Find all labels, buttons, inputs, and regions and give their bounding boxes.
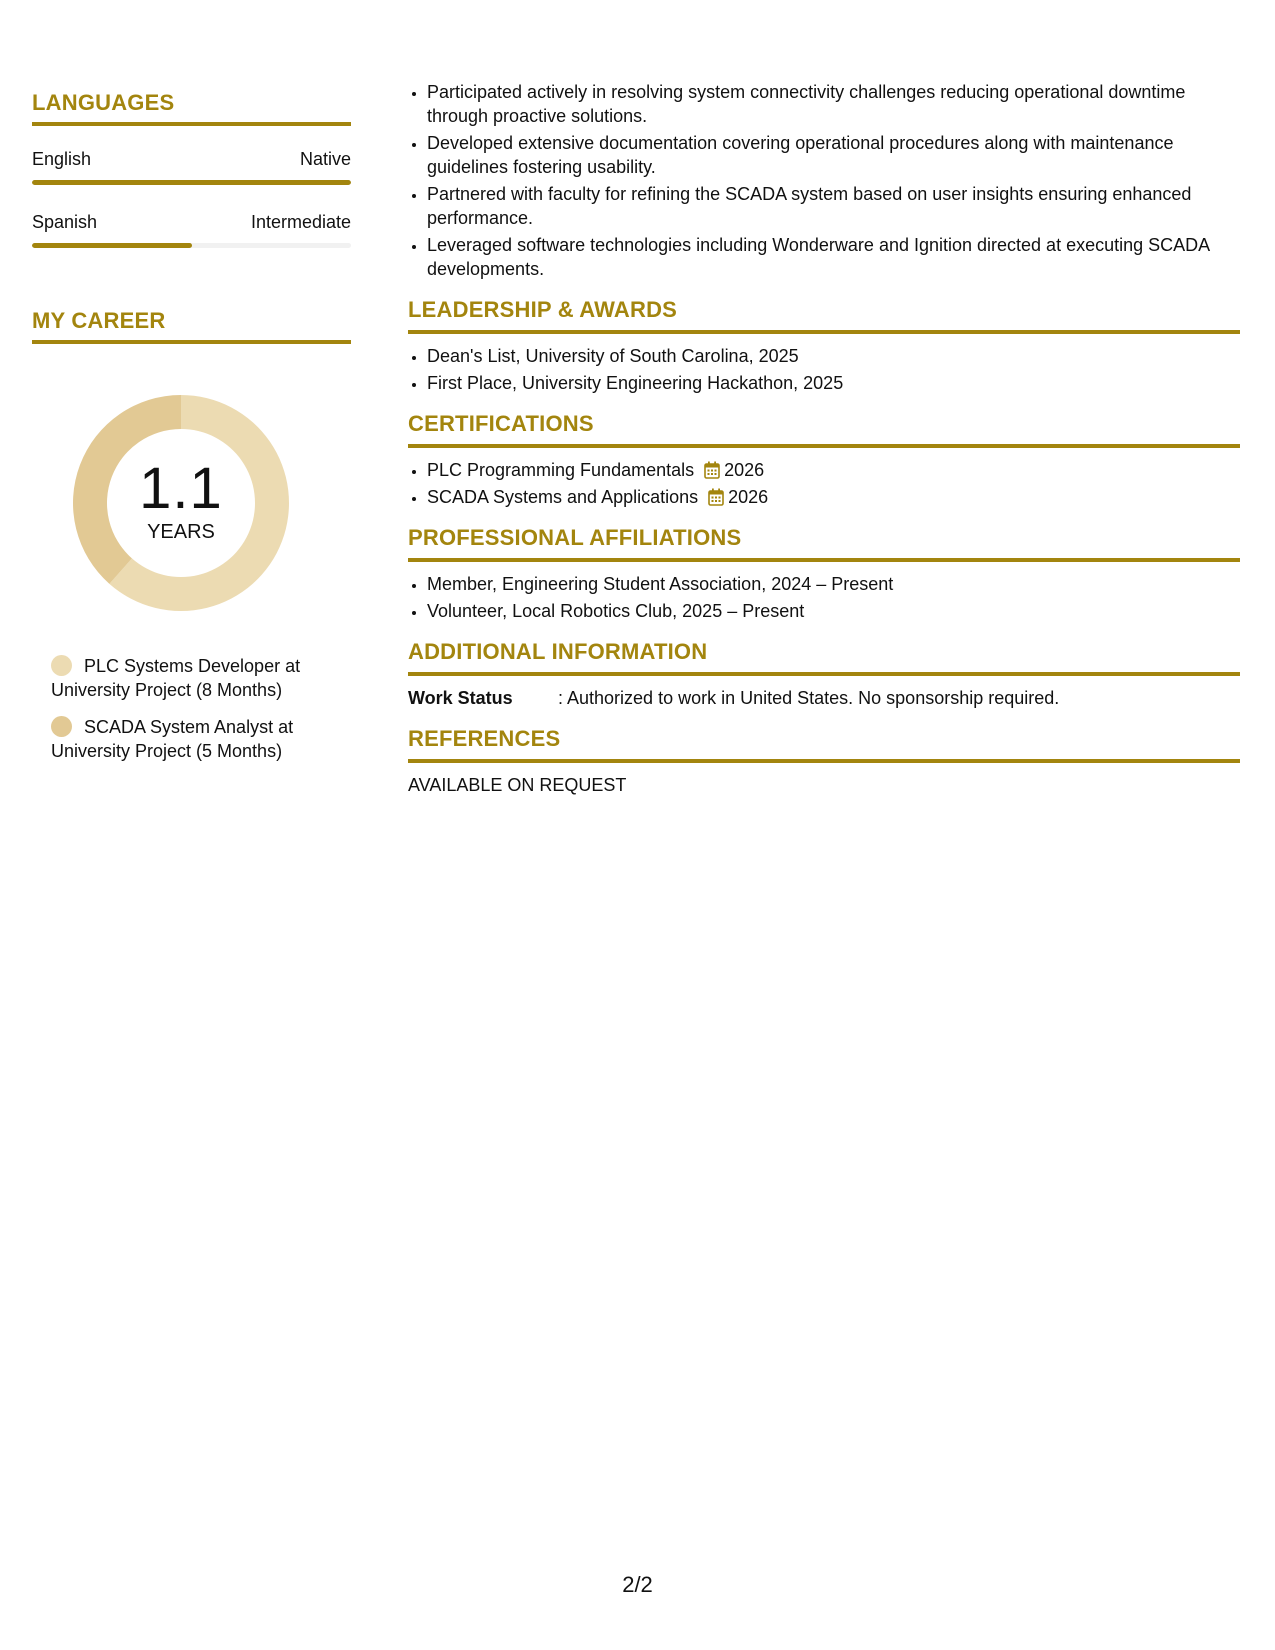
language-row xyxy=(32,211,351,233)
career-section xyxy=(32,308,351,763)
legend-dot-icon xyxy=(51,716,72,737)
experience-bullet: • Developed extensive documentation covering operational procedures along with maintenance guidelines fostering usability. xyxy=(427,131,1240,179)
language-row xyxy=(32,148,351,170)
language-name: English xyxy=(32,149,92,169)
certification-item xyxy=(427,485,1240,509)
career-legend-item xyxy=(51,654,321,702)
experience-bullet: • Leveraged software technologies including Wonderware and Ignition directed at executing SCADA developments. xyxy=(427,233,1240,281)
language-proficiency-fill xyxy=(32,180,351,185)
references-heading: REFERENCES xyxy=(408,726,1240,763)
work-status-label: Work Status xyxy=(408,688,513,708)
language-name: Spanish xyxy=(32,212,98,232)
leadership-list xyxy=(408,344,1240,395)
career-total-years: 1.1 xyxy=(139,456,223,521)
career-legend xyxy=(51,654,351,763)
language-level: Intermediate xyxy=(250,212,351,232)
career-total-unit: YEARS xyxy=(147,521,215,543)
language-proficiency-bar xyxy=(32,180,351,185)
certification-name: SCADA Systems and Applications xyxy=(427,487,699,507)
languages-list xyxy=(32,148,351,248)
donut-center xyxy=(66,456,296,544)
additional-info-heading: ADDITIONAL INFORMATION xyxy=(408,639,1240,676)
page-number: 2/2 xyxy=(622,1572,653,1597)
award-item: • Dean's List, University of South Carolina, 2025 xyxy=(427,344,1240,368)
career-donut-chart xyxy=(66,388,296,618)
leadership-heading: LEADERSHIP & AWARDS xyxy=(408,297,1240,334)
legend-dot-icon xyxy=(51,655,72,676)
calendar-icon xyxy=(704,461,720,479)
language-level: Native xyxy=(299,149,351,169)
references-section xyxy=(408,726,1240,797)
languages-section xyxy=(32,90,351,248)
work-status-value: : Authorized to work in United States. No sponsorship required. xyxy=(558,688,1060,708)
leadership-section xyxy=(408,297,1240,395)
experience-bullet-list xyxy=(408,80,1240,281)
calendar-icon xyxy=(708,488,724,506)
certifications-heading: CERTIFICATIONS xyxy=(408,411,1240,448)
experience-bullet: • Participated actively in resolving system connectivity challenges reducing operational downtime through proactive solutions. xyxy=(427,80,1240,128)
award-item: • First Place, University Engineering Hackathon, 2025 xyxy=(427,371,1240,395)
career-role-label: PLC Systems Developer at University Project (8 Months) xyxy=(51,656,301,700)
language-item xyxy=(32,148,351,185)
references-text: AVAILABLE ON REQUEST xyxy=(408,775,627,795)
career-heading: MY CAREER xyxy=(32,308,351,344)
certification-year: 2026 xyxy=(728,487,769,507)
certification-name: PLC Programming Fundamentals xyxy=(427,460,695,480)
affiliations-section xyxy=(408,525,1240,623)
certification-item xyxy=(427,458,1240,482)
work-status-row xyxy=(408,686,1240,710)
left-column xyxy=(32,90,351,776)
affiliations-heading: PROFESSIONAL AFFILIATIONS xyxy=(408,525,1240,562)
additional-info-section xyxy=(408,639,1240,710)
certifications-section xyxy=(408,411,1240,509)
language-proficiency-bar xyxy=(32,243,351,248)
affiliations-list xyxy=(408,572,1240,623)
experience-bullet: • Partnered with faculty for refining the SCADA system based on user insights ensuring enhanced performance. xyxy=(427,182,1240,230)
languages-heading: LANGUAGES xyxy=(32,90,351,126)
affiliation-item: • Volunteer, Local Robotics Club, 2025 – Present xyxy=(427,599,1240,623)
certification-year: 2026 xyxy=(724,460,765,480)
affiliation-item: • Member, Engineering Student Association, 2024 – Present xyxy=(427,572,1240,596)
language-item xyxy=(32,211,351,248)
career-role-label: SCADA System Analyst at University Project (5 Months) xyxy=(51,717,294,761)
certifications-list xyxy=(408,458,1240,509)
career-legend-item xyxy=(51,715,321,763)
language-proficiency-fill xyxy=(32,243,192,248)
right-column xyxy=(408,80,1240,797)
